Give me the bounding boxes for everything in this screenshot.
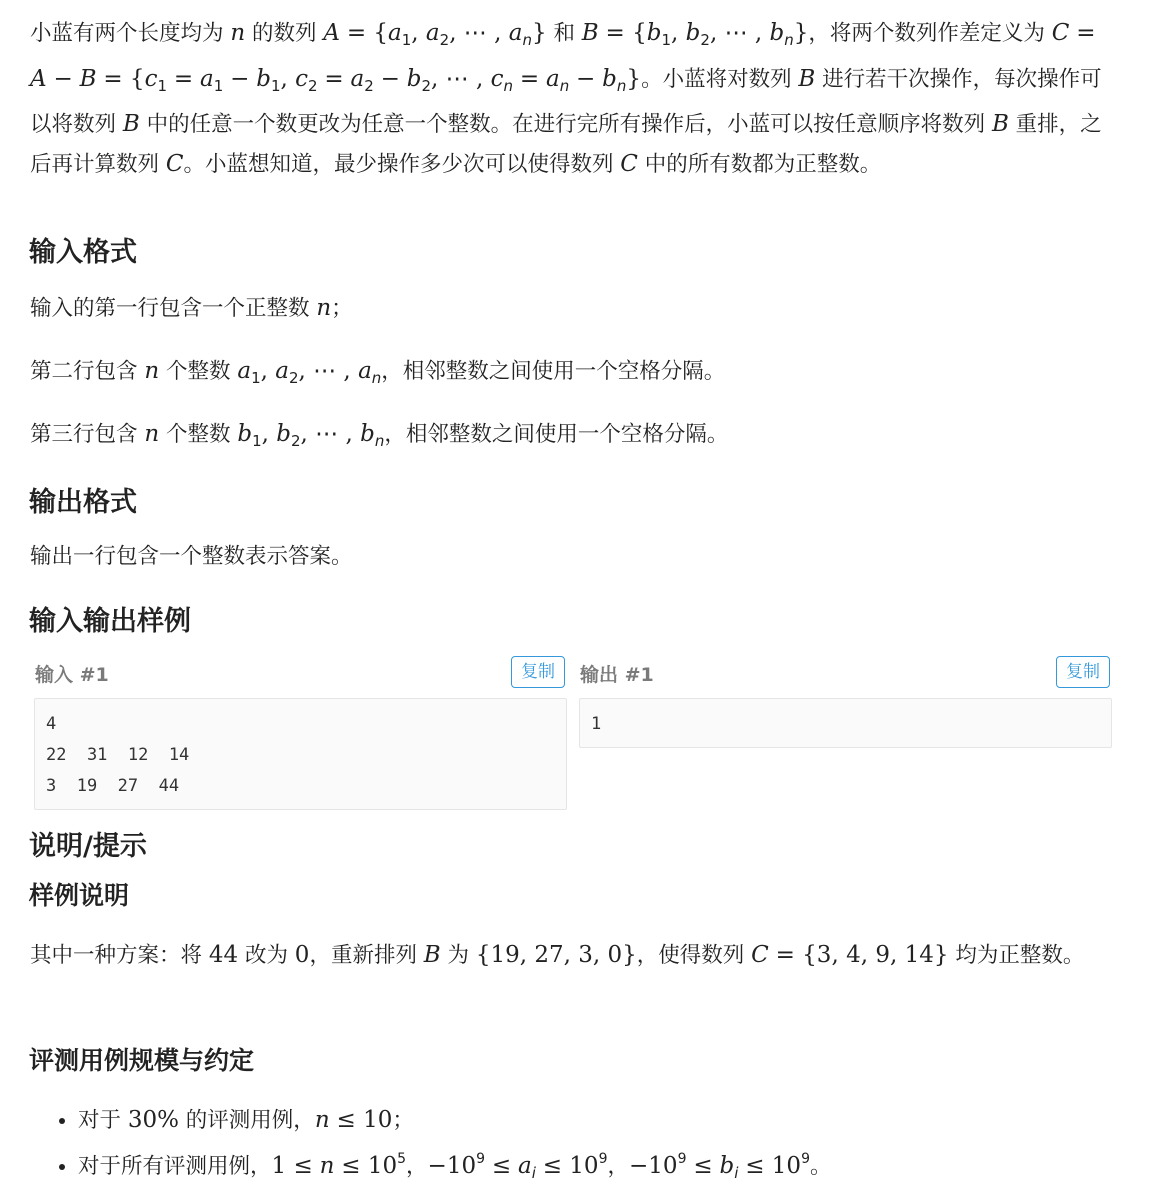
list-item: • 对于所有评测用例，$1 \le n \le 10^5$，$-10^9 \le a_i \le 10^9$，$-10^9 \le b_i \le 10^9$。	[78, 1140, 1128, 1193]
sample-output-label: 输出 #1	[580, 664, 654, 686]
heading-notes: 说明/提示	[29, 831, 147, 862]
sample-output-box[interactable]: 1	[579, 698, 1112, 748]
sample-explanation-text: 其中一种方案：将 44 改为 0，重新排列 B 为 {19, 27, 3, 0}，使得数列 C = {3, 4, 9, 14} 均为正整数。	[30, 942, 1085, 968]
problem-statement: 小蓝有两个长度均为 n 的数列 $A = \{a_1$, $a_2$, ⋯ , $a_n$} 和 $B = \{b_1$, $b_2$, ⋯ , $b_n$}，将两个数列作差定义为 $C = A - B = \{c_1 = a_1 - b_1$, $c_2 = a_2 - b_2$, ⋯ , $c_n = a_n - b_n$}。小蓝将对数列 B 进行若干次操作，每次操作可以将数列 B 中的任意一个数更改为任意一个整数。在进行完所有操作后，小蓝可以按任意顺序将数列 B 重排，之后再计算数列 C。小蓝想知道，最少操作多少次可以使得数列 C 中的所有数都为正整数。	[30, 20, 1102, 177]
list-item: • 对于 30% 的评测用例，n ≤ 10；	[78, 1101, 1128, 1140]
heading-scale: 评测用例规模与约定	[29, 1046, 255, 1075]
input-format-line-3: 第三行包含 n 个整数 $b_1$, $b_2$, ⋯ , $b_n$，相邻整数之间使用一个空格分隔。	[30, 421, 729, 450]
heading-samples: 输入输出样例	[29, 606, 191, 637]
input-format-line-1: 输入的第一行包含一个正整数 n；	[30, 295, 353, 321]
sample-input-label: 输入 #1	[35, 664, 109, 686]
statement-text: 小蓝有两个长度均为	[30, 21, 231, 46]
sample-input-box[interactable]: 4 22 31 12 14 3 19 27 44	[34, 698, 567, 810]
copy-output-button[interactable]: 复制	[1056, 656, 1110, 688]
scale-rules-list	[48, 1101, 1128, 1193]
input-format-line-2: 第二行包含 n 个整数 $a_1$, $a_2$, ⋯ , $a_n$，相邻整数之间使用一个空格分隔。	[30, 358, 726, 387]
copy-input-button[interactable]: 复制	[511, 656, 565, 688]
heading-sample-explanation: 样例说明	[29, 881, 130, 910]
output-format-text: 输出一行包含一个整数表示答案。	[30, 544, 353, 569]
heading-output-format: 输出格式	[29, 487, 137, 518]
heading-input-format: 输入格式	[29, 237, 137, 268]
